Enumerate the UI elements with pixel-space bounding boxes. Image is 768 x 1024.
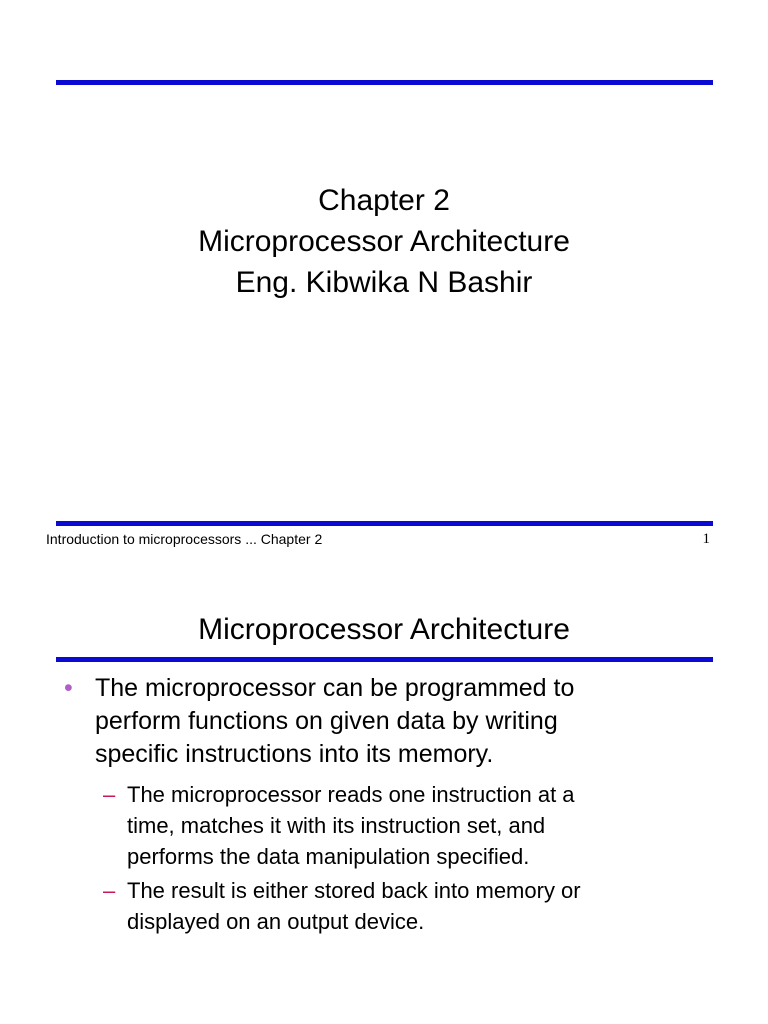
author-name: Eng. Kibwika N Bashir	[235, 266, 533, 299]
sub-bullet-2	[127, 875, 707, 937]
main-bullet	[95, 672, 695, 771]
chapter-title: Chapter 2	[318, 184, 450, 217]
sub-bullet-marker: –	[103, 782, 116, 807]
slide-footer-text: Introduction to microprocessors ... Chapter 2	[46, 531, 323, 547]
sub-bullet-1	[127, 779, 707, 872]
footer-divider	[56, 521, 713, 526]
page-number: 1	[702, 531, 710, 547]
slide2-title-divider	[56, 657, 713, 662]
sub-bullet-line: displayed on an output device.	[127, 909, 425, 934]
bullet-line: The microprocessor can be programmed to	[95, 674, 575, 702]
top-divider	[56, 80, 713, 85]
slide1-title-block	[0, 180, 768, 303]
sub-bullet-line: The result is either stored back into memory or	[127, 878, 581, 903]
slide2-title: Microprocessor Architecture	[198, 613, 570, 646]
topic-title: Microprocessor Architecture	[198, 225, 570, 258]
sub-bullet-line: time, matches it with its instruction set, and	[127, 813, 546, 838]
sub-bullet-line: The microprocessor reads one instruction at a	[127, 782, 575, 807]
bullet-marker: •	[64, 674, 73, 702]
sub-bullet-line: performs the data manipulation specified.	[127, 844, 530, 869]
bullet-line: perform functions on given data by writing	[95, 707, 558, 735]
bullet-line: specific instructions into its memory.	[95, 740, 494, 768]
sub-bullet-marker: –	[103, 878, 116, 903]
